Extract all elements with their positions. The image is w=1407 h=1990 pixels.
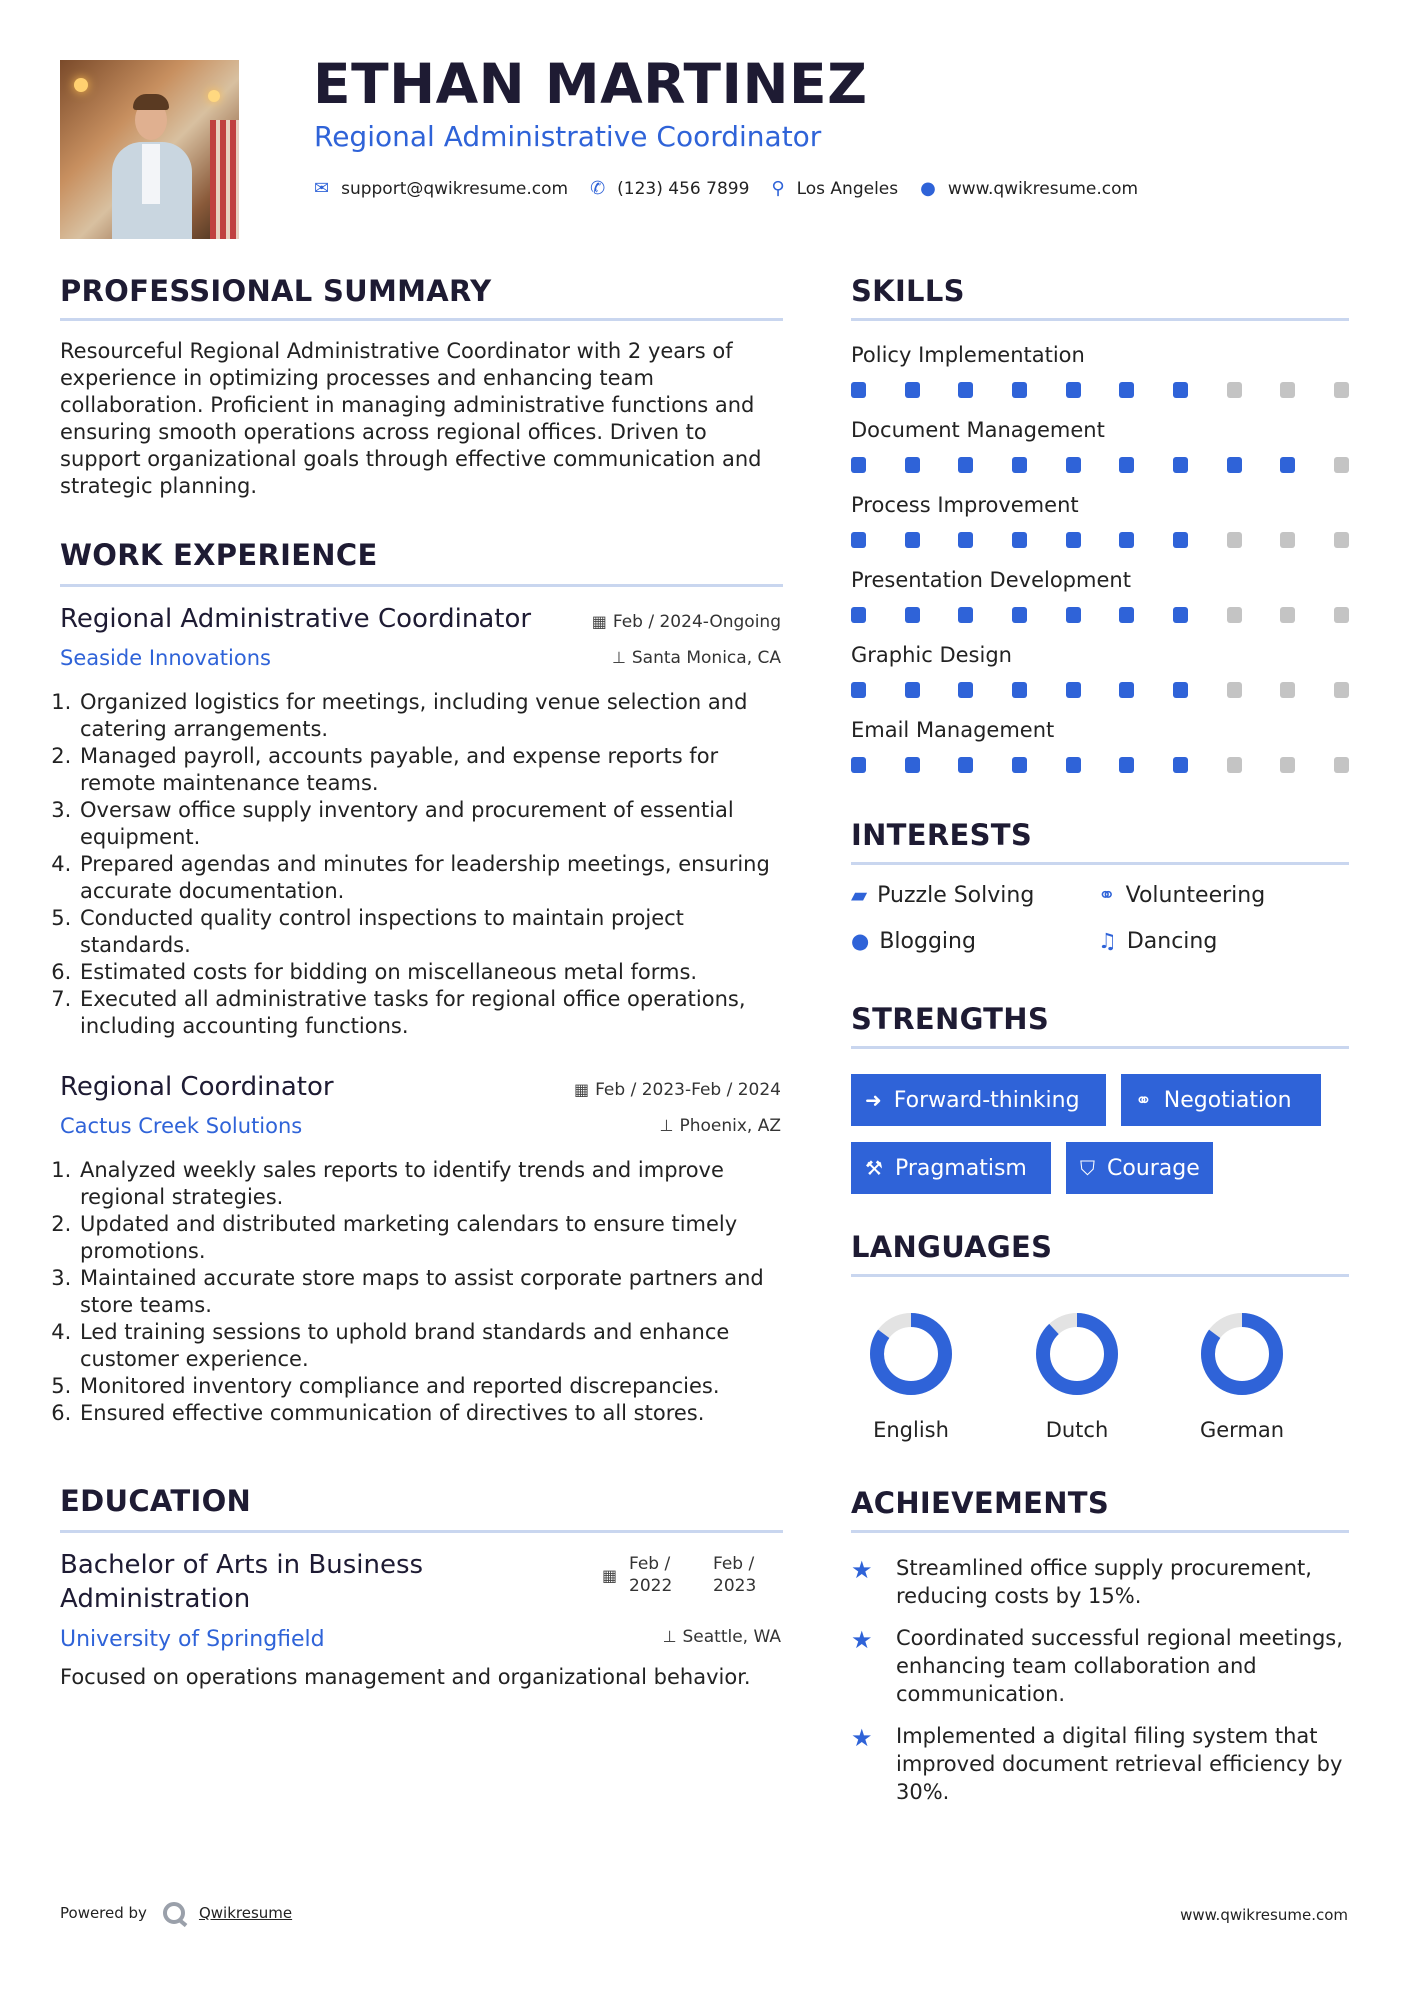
map-marker-icon: ⚲	[771, 178, 785, 199]
job-1-location: ⊥ Santa Monica, CA	[611, 648, 781, 668]
users-icon: ●	[851, 929, 870, 953]
rating-dot-filled	[1119, 757, 1134, 773]
duty-item: 7. Executed all administrative tasks for regional office operations, including accounting functions.	[78, 986, 800, 1040]
language-ring-fill	[1043, 1320, 1111, 1388]
summary-divider	[60, 318, 783, 321]
star-icon: ★	[851, 1626, 873, 1654]
job-2-duties	[58, 1157, 800, 1427]
calendar-icon: ▦	[591, 612, 607, 631]
star-icon: ★	[851, 1556, 873, 1584]
duty-item: 2. Managed payroll, accounts payable, and expense reports for remote maintenance teams.	[78, 743, 800, 797]
language-label: German	[1199, 1418, 1285, 1442]
profile-photo	[60, 60, 239, 239]
globe-icon: ●	[920, 178, 936, 199]
degree-line-1: Bachelor of Arts in Business	[60, 1550, 424, 1580]
duty-item: 5. Monitored inventory compliance and reported discrepancies.	[78, 1373, 800, 1400]
rating-dot-empty	[1334, 682, 1349, 698]
skill-name: Presentation Development	[851, 568, 1131, 592]
rating-dot-filled	[851, 682, 866, 698]
job-1-duties	[58, 689, 800, 1040]
school-name: University of Springfield	[60, 1627, 325, 1652]
candidate-title: Regional Administrative Coordinator	[314, 120, 822, 153]
skill-rating	[851, 757, 1349, 773]
rating-dot-filled	[1119, 457, 1134, 473]
duty-item: 4. Prepared agendas and minutes for leadership meetings, ensuring accurate documentation.	[78, 851, 800, 905]
calendar-icon: ▦	[573, 1080, 590, 1099]
job-1-role: Regional Administrative Coordinator	[60, 604, 532, 634]
strengths-heading: STRENGTHS	[851, 1002, 1050, 1036]
rating-dot-filled	[905, 607, 920, 623]
pin-icon: ⊥	[659, 1116, 674, 1135]
rating-dot-filled	[851, 607, 866, 623]
job-2-role: Regional Coordinator	[60, 1072, 334, 1102]
achievements-divider	[851, 1530, 1349, 1533]
rating-dot-empty	[1334, 382, 1349, 398]
rating-dot-empty	[1280, 607, 1295, 623]
strengths-divider	[851, 1046, 1349, 1049]
interests-heading: INTERESTS	[851, 818, 1033, 852]
achievement-item: Coordinated successful regional meetings, enhancing team collaboration and communication.	[896, 1626, 1343, 1706]
rating-dot-filled	[958, 457, 973, 473]
skill-rating	[851, 532, 1349, 548]
interest-item: ⚭ Volunteering	[1098, 883, 1266, 908]
rating-dot-empty	[1227, 532, 1242, 548]
contact-phone[interactable]: (123) 456 7899	[617, 178, 750, 199]
rating-dot-filled	[1119, 532, 1134, 548]
education-description: Focused on operations management and organizational behavior.	[60, 1665, 751, 1689]
gavel-icon: ⚒	[865, 1156, 883, 1180]
handshake-icon: ⚭	[1098, 883, 1116, 907]
rating-dot-empty	[1334, 457, 1349, 473]
summary-text: Resourceful Regional Administrative Coordinator with 2 years of experience in optimizing processes and enhancing team collaboration. Proficient in managing administrative functions and ensuring smooth operations across regional offices. Driven to support organizational goals through effective communication and strategic planning.	[60, 339, 762, 498]
degree-line-2: Administration	[60, 1584, 251, 1614]
rating-dot-filled	[1173, 457, 1188, 473]
contact-bar	[314, 178, 1160, 199]
duty-item: 1. Analyzed weekly sales reports to identify trends and improve regional strategies.	[78, 1157, 800, 1211]
rating-dot-empty	[1227, 607, 1242, 623]
shield-icon: ⛉	[1080, 1156, 1095, 1180]
rating-dot-empty	[1334, 607, 1349, 623]
rating-dot-filled	[958, 382, 973, 398]
interest-item: ▰ Puzzle Solving	[851, 883, 1035, 908]
duty-item: 4. Led training sessions to uphold brand standards and enhance customer experience.	[78, 1319, 800, 1373]
strength-badge: ⚭ Negotiation	[1121, 1074, 1321, 1126]
rating-dot-filled	[905, 532, 920, 548]
rating-dot-filled	[1066, 682, 1081, 698]
education-start-date: Feb / 2022	[629, 1554, 673, 1596]
rating-dot-filled	[958, 682, 973, 698]
job-2-dates: ▦ Feb / 2023-Feb / 2024	[573, 1080, 781, 1100]
rating-dot-filled	[1173, 532, 1188, 548]
rating-dot-filled	[1066, 607, 1081, 623]
rating-dot-empty	[1334, 757, 1349, 773]
rating-dot-filled	[1173, 757, 1188, 773]
achievement-item: Streamlined office supply procurement, reducing costs by 15%.	[896, 1556, 1312, 1608]
strength-badge: ⚒ Pragmatism	[851, 1142, 1051, 1194]
education-heading: EDUCATION	[60, 1484, 252, 1518]
rating-dot-empty	[1334, 532, 1349, 548]
rating-dot-filled	[1173, 607, 1188, 623]
footer-website[interactable]: www.qwikresume.com	[1180, 1906, 1348, 1924]
calendar-icon: ▦	[602, 1566, 618, 1585]
arrow-right-icon: ➜	[865, 1088, 882, 1112]
rating-dot-filled	[958, 532, 973, 548]
interests-divider	[851, 862, 1349, 865]
rating-dot-empty	[1280, 532, 1295, 548]
skill-name: Process Improvement	[851, 493, 1079, 517]
job-1-dates: ▦ Feb / 2024-Ongoing	[591, 612, 781, 632]
rating-dot-filled	[1066, 457, 1081, 473]
footer-brand-link[interactable]: Qwikresume	[198, 1904, 293, 1922]
interest-item: ● Blogging	[851, 929, 976, 954]
rating-dot-filled	[1119, 607, 1134, 623]
strength-badge: ⛉ Courage	[1066, 1142, 1213, 1194]
rating-dot-filled	[851, 532, 866, 548]
rating-dot-filled	[905, 757, 920, 773]
rating-dot-filled	[1012, 532, 1027, 548]
experience-heading: WORK EXPERIENCE	[60, 538, 378, 572]
language-label: English	[873, 1418, 949, 1442]
skill-rating	[851, 457, 1349, 473]
languages-divider	[851, 1274, 1349, 1277]
language-rings	[851, 1300, 1349, 1410]
skill-rating	[851, 607, 1349, 623]
pin-icon: ⊥	[662, 1627, 677, 1646]
rating-dot-filled	[1012, 757, 1027, 773]
rating-dot-filled	[1173, 682, 1188, 698]
rating-dot-filled	[1280, 457, 1295, 473]
rating-dot-filled	[905, 457, 920, 473]
rating-dot-empty	[1227, 757, 1242, 773]
footer-powered: Powered by Qwikresume	[60, 1904, 293, 1922]
skill-rating	[851, 382, 1349, 398]
rating-dot-filled	[1173, 382, 1188, 398]
skill-rating	[851, 682, 1349, 698]
rating-dot-empty	[1227, 682, 1242, 698]
pin-icon: ⊥	[611, 648, 626, 667]
job-1-company: Seaside Innovations	[60, 646, 271, 670]
education-end-date: Feb / 2023	[713, 1554, 757, 1596]
rating-dot-filled	[958, 757, 973, 773]
rating-dot-filled	[958, 607, 973, 623]
summary-heading: PROFESSIONAL SUMMARY	[60, 274, 492, 308]
skills-divider	[851, 318, 1349, 321]
qwikresume-logo-icon	[163, 1902, 185, 1924]
duty-item: 2. Updated and distributed marketing calendars to ensure timely promotions.	[78, 1211, 800, 1265]
rating-dot-filled	[1066, 757, 1081, 773]
duty-item: 5. Conducted quality control inspections to maintain project standards.	[78, 905, 800, 959]
duty-item: 1. Organized logistics for meetings, including venue selection and catering arrangements.	[78, 689, 800, 743]
rating-dot-filled	[851, 382, 866, 398]
duty-item: 3. Oversaw office supply inventory and procurement of essential equipment.	[78, 797, 800, 851]
star-icon: ★	[851, 1724, 873, 1752]
rating-dot-empty	[1280, 382, 1295, 398]
skill-name: Graphic Design	[851, 643, 1012, 667]
rating-dot-filled	[1119, 682, 1134, 698]
candidate-name: ETHAN MARTINEZ	[313, 52, 868, 116]
interest-item: ♫ Dancing	[1098, 929, 1218, 954]
music-icon: ♫	[1098, 929, 1117, 953]
rating-dot-filled	[1227, 457, 1242, 473]
handshake-icon: ⚭	[1135, 1088, 1152, 1112]
job-2-company: Cactus Creek Solutions	[60, 1114, 303, 1138]
contact-location: Los Angeles	[796, 178, 899, 199]
skill-name: Document Management	[851, 418, 1105, 442]
rating-dot-filled	[905, 682, 920, 698]
education-divider	[60, 1530, 783, 1533]
rating-dot-filled	[1066, 382, 1081, 398]
envelope-icon: ✉	[314, 178, 330, 199]
experience-divider	[60, 584, 783, 587]
contact-email[interactable]: support@qwikresume.com	[341, 178, 569, 199]
rating-dot-filled	[1119, 382, 1134, 398]
rating-dot-filled	[1066, 532, 1081, 548]
skill-name: Email Management	[851, 718, 1055, 742]
rating-dot-empty	[1227, 382, 1242, 398]
job-2-location: ⊥ Phoenix, AZ	[659, 1116, 781, 1136]
rating-dot-empty	[1280, 757, 1295, 773]
strength-badge: ➜ Forward-thinking	[851, 1074, 1106, 1126]
phone-icon: ✆	[590, 178, 606, 199]
duty-item: 6. Estimated costs for bidding on miscellaneous metal forms.	[78, 959, 800, 986]
rating-dot-filled	[851, 757, 866, 773]
education-location: ⊥ Seattle, WA	[662, 1627, 781, 1647]
rating-dot-filled	[851, 457, 866, 473]
skill-name: Policy Implementation	[851, 343, 1085, 367]
rating-dot-empty	[1280, 682, 1295, 698]
rating-dot-filled	[1012, 457, 1027, 473]
contact-website[interactable]: www.qwikresume.com	[947, 178, 1139, 199]
duty-item: 6. Ensured effective communication of directives to all stores.	[78, 1400, 800, 1427]
rating-dot-filled	[1012, 682, 1027, 698]
rating-dot-filled	[1012, 607, 1027, 623]
language-label: Dutch	[1045, 1418, 1109, 1442]
duty-item: 3. Maintained accurate store maps to assist corporate partners and store teams.	[78, 1265, 800, 1319]
skills-heading: SKILLS	[851, 274, 965, 308]
rating-dot-filled	[1012, 382, 1027, 398]
languages-heading: LANGUAGES	[851, 1230, 1053, 1264]
rating-dot-filled	[905, 382, 920, 398]
book-icon: ▰	[851, 883, 868, 907]
achievements-heading: ACHIEVEMENTS	[851, 1486, 1110, 1520]
achievement-item: Implemented a digital filing system that improved document retrieval efficiency by 30%.	[896, 1724, 1343, 1804]
